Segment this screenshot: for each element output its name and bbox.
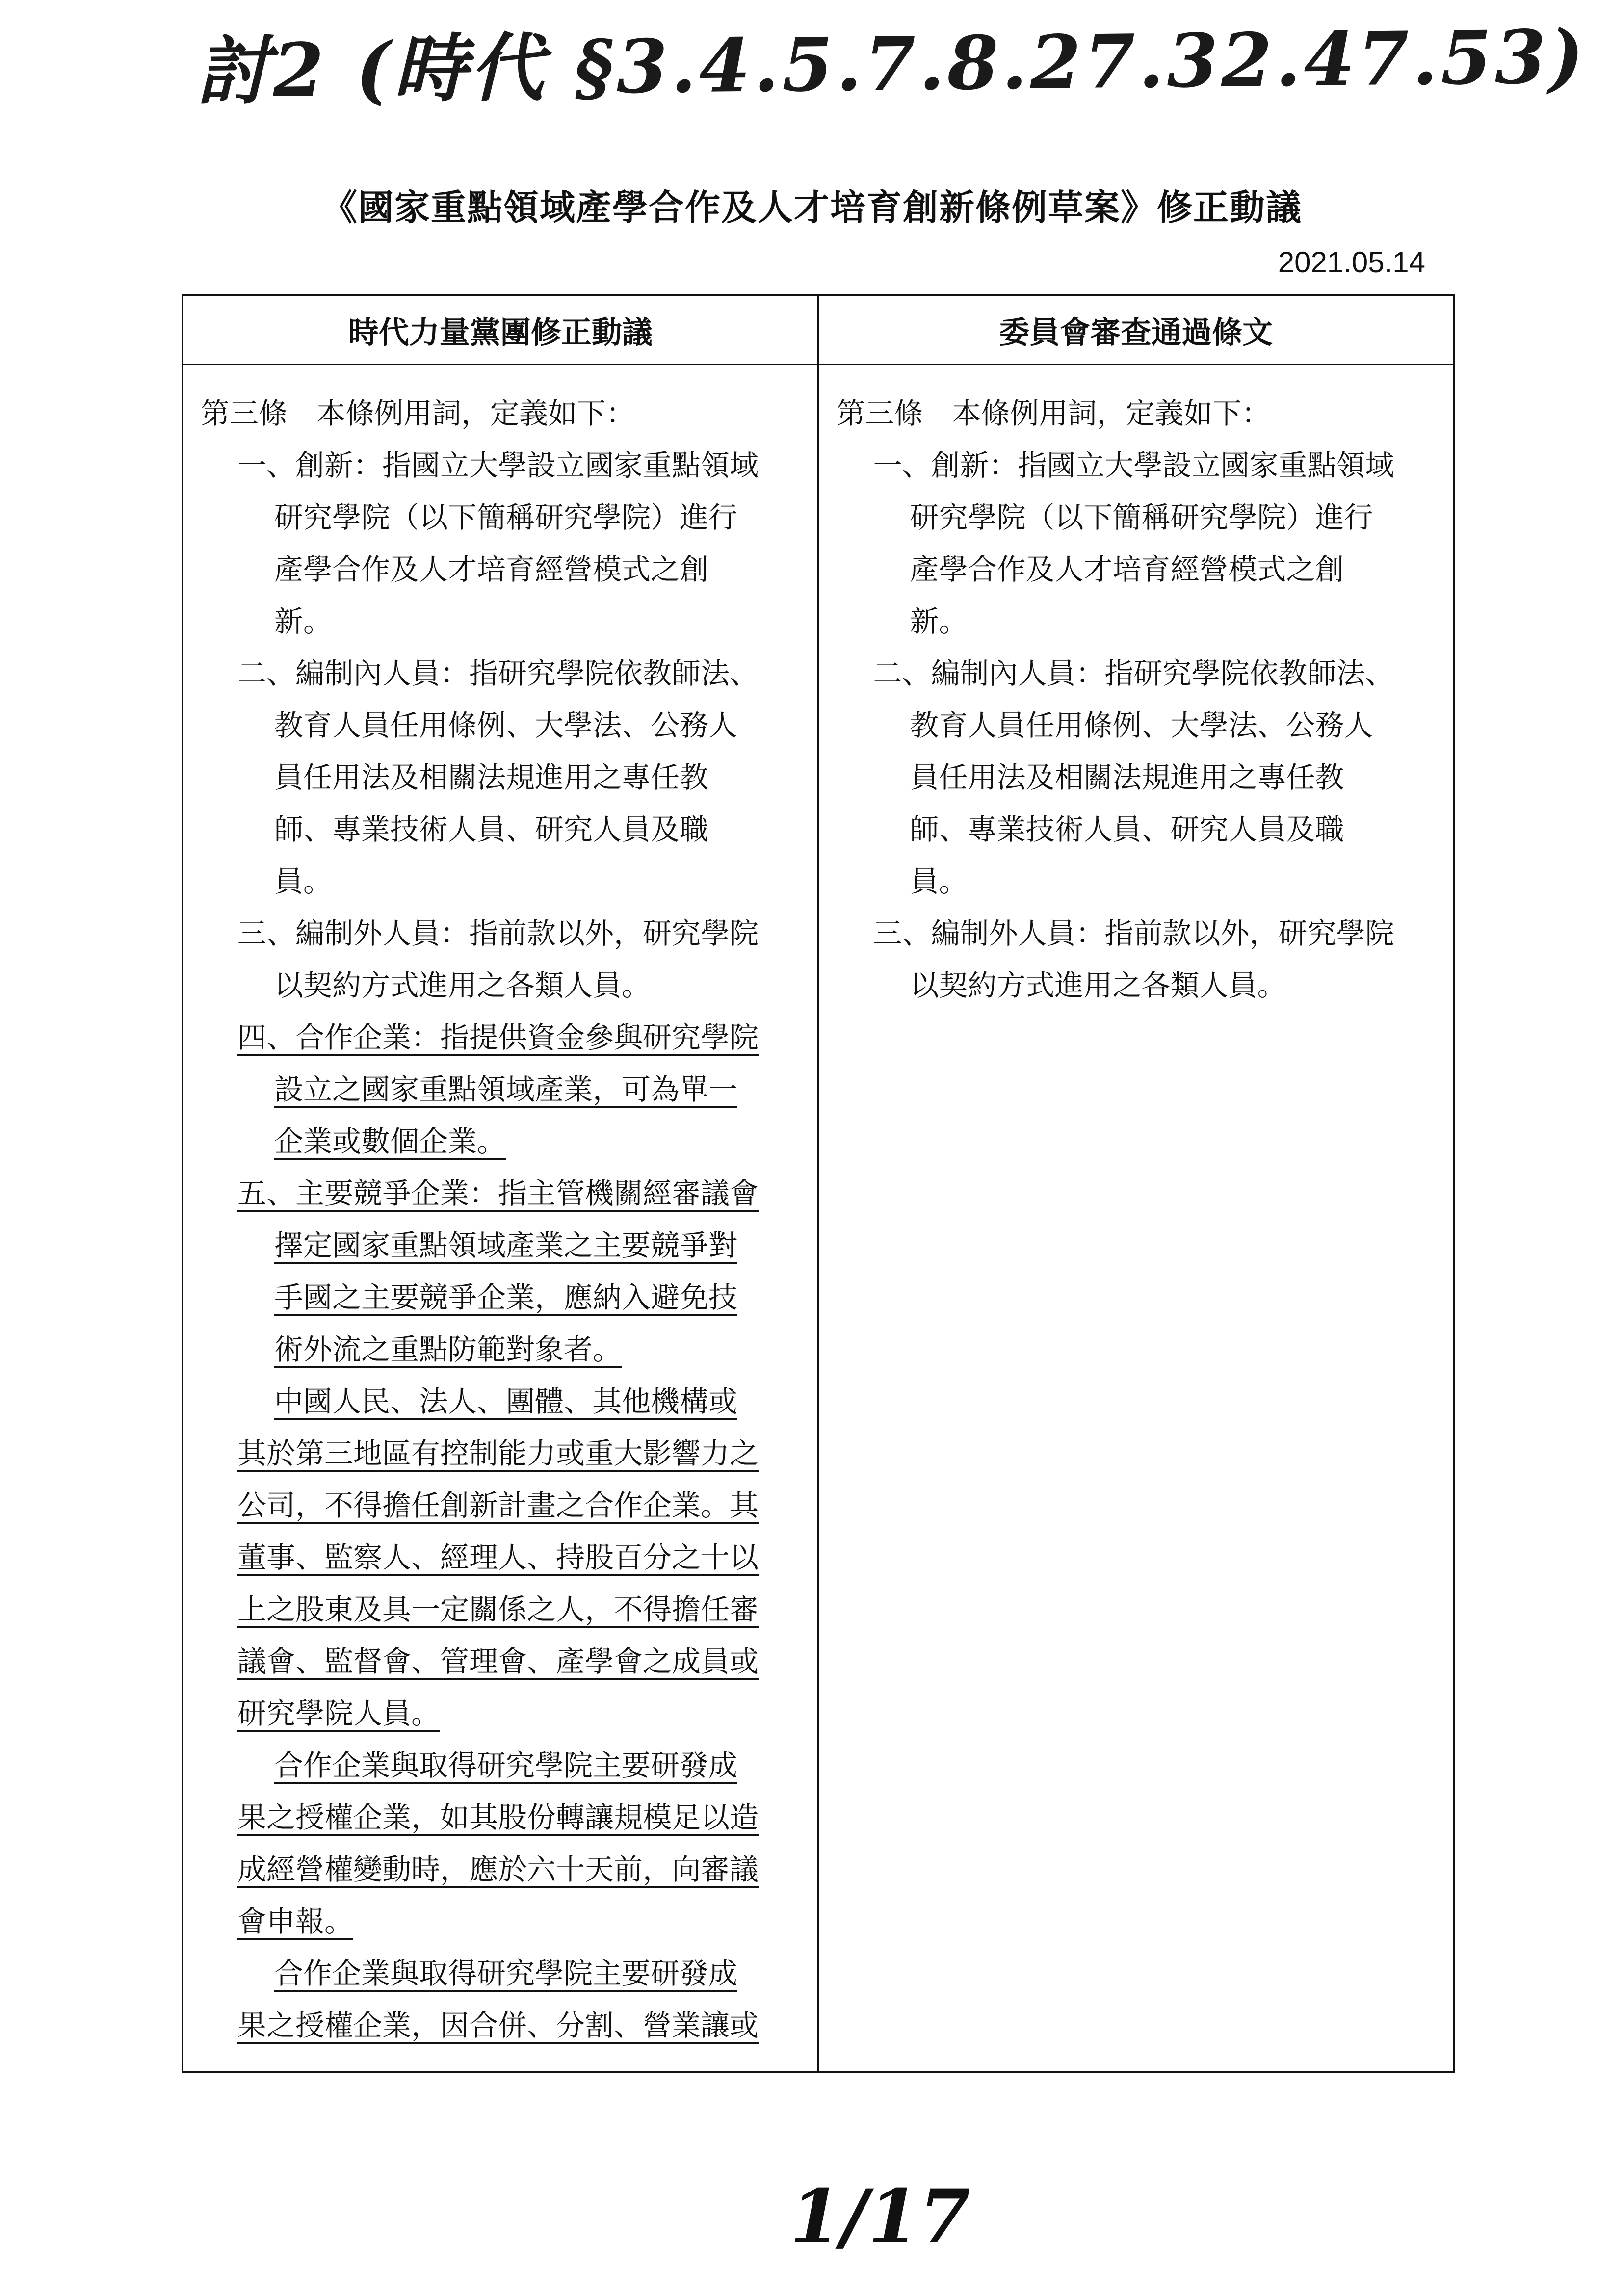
amendment-line	[201, 1012, 817, 1064]
amendment-line-text: 會申報。	[237, 1905, 354, 1938]
amendment-line	[201, 544, 817, 596]
amendment-line-text: 上之股東及具一定關係之人，不得擔任審	[237, 1592, 759, 1626]
approved-line	[837, 440, 1453, 492]
approved-line	[837, 596, 1453, 648]
amendment-line	[201, 440, 817, 492]
amendment-line	[201, 752, 817, 804]
amendment-line	[201, 1428, 817, 1480]
amendment-line-text: 一、創新：指國立大學設立國家重點領域	[237, 448, 759, 482]
amendment-line	[201, 1116, 817, 1168]
approved-line-text: 新。	[910, 604, 968, 638]
amendment-text-cell	[183, 365, 818, 2072]
amendment-line-text: 新。	[274, 604, 333, 638]
amendment-line	[201, 960, 817, 1012]
amendment-line	[201, 1064, 817, 1116]
amendment-line-text: 果之授權企業，因合併、分割、營業讓或	[237, 2009, 759, 2042]
approved-line	[837, 492, 1453, 544]
approved-line-text: 一、創新：指國立大學設立國家重點領域	[873, 448, 1394, 482]
approved-line	[837, 700, 1453, 752]
approved-line	[837, 752, 1453, 804]
amendment-line-text: 中國人民、法人、團體、其他機構或	[274, 1384, 738, 1418]
amendment-line	[201, 648, 817, 700]
amendment-line-text: 成經營權變動時，應於六十天前，向審議	[237, 1852, 759, 1886]
amendment-line-text: 術外流之重點防範對象者。	[274, 1332, 622, 1366]
approved-line-text: 以契約方式進用之各類人員。	[910, 968, 1286, 1002]
amendment-line-text: 擇定國家重點領域產業之主要競爭對	[274, 1228, 738, 1262]
approved-line	[837, 908, 1453, 960]
amendment-line	[201, 1220, 817, 1272]
amendment-line	[201, 1584, 817, 1636]
amendment-line	[201, 1792, 817, 1844]
amendment-line-text: 師、專業技術人員、研究人員及職	[274, 812, 709, 846]
approved-line-text: 三、編制外人員：指前款以外，研究學院	[873, 916, 1394, 950]
approved-line	[837, 388, 1453, 440]
amendment-line	[201, 1844, 817, 1896]
document-title: 《國家重點領域產學合作及人才培育創新條例草案》修正動議	[321, 187, 1302, 228]
approved-line-text: 產學合作及人才培育經營模式之創	[910, 552, 1344, 586]
amendment-line	[201, 1688, 817, 1740]
approved-line-text: 員。	[910, 864, 968, 898]
amendment-line-text: 公司，不得擔任創新計畫之合作企業。其	[237, 1488, 759, 1522]
amendment-line-text: 研究學院（以下簡稱研究學院）進行	[274, 500, 738, 534]
approved-text-cell	[818, 365, 1454, 2072]
amendment-line-text: 五、主要競爭企業：指主管機關經審議會	[237, 1176, 759, 1210]
amendment-line-text: 員。	[274, 864, 333, 898]
amendment-line-text: 果之授權企業，如其股份轉讓規模足以造	[237, 1800, 759, 1834]
approved-line-text: 教育人員任用條例、大學法、公務人	[910, 708, 1373, 742]
amendment-line-text: 合作企業與取得研究學院主要研發成	[274, 1957, 738, 1990]
comparison-table	[182, 294, 1455, 2073]
amendment-line	[201, 1480, 817, 1532]
amendment-line	[201, 388, 817, 440]
amendment-line-text: 手國之主要競爭企業，應納入避免技	[274, 1280, 738, 1314]
amendment-line-text: 教育人員任用條例、大學法、公務人	[274, 708, 738, 742]
left-column-header: 時代力量黨團修正動議	[183, 295, 818, 365]
amendment-line-text: 員任用法及相關法規進用之專任教	[274, 760, 709, 794]
handwritten-note: 討2 (時代 §3.4.5.7.8.27.32.47.53)	[196, 13, 1587, 115]
amendment-line	[201, 1532, 817, 1584]
amendment-line	[201, 1740, 817, 1792]
approved-line-text: 研究學院（以下簡稱研究學院）進行	[910, 500, 1373, 534]
amendment-line	[201, 1272, 817, 1324]
approved-line	[837, 856, 1453, 908]
amendment-line-text: 董事、監察人、經理人、持股百分之十以	[237, 1540, 759, 1574]
amendment-line	[201, 856, 817, 908]
amendment-line	[201, 1896, 817, 1948]
amendment-line	[201, 700, 817, 752]
amendment-line-text: 研究學院人員。	[237, 1696, 441, 1730]
amendment-line	[201, 1324, 817, 1376]
amendment-line	[201, 596, 817, 648]
amendment-line-text: 企業或數個企業。	[274, 1124, 506, 1158]
amendment-line	[201, 492, 817, 544]
amendment-line	[201, 1636, 817, 1688]
amendment-line	[201, 1948, 817, 2000]
document-date: 2021.05.14	[1278, 246, 1425, 279]
amendment-line-text: 設立之國家重點領域產業，可為單一	[274, 1072, 738, 1106]
amendment-line-text: 第三條 本條例用詞，定義如下：	[201, 396, 635, 430]
amendment-line	[201, 1376, 817, 1428]
amendment-line-text: 三、編制外人員：指前款以外，研究學院	[237, 916, 759, 950]
amendment-line	[201, 2000, 817, 2052]
table-body-row	[183, 365, 1454, 2072]
approved-line-text: 二、編制內人員：指研究學院依教師法、	[873, 656, 1394, 690]
approved-line-text: 第三條 本條例用詞，定義如下：	[836, 396, 1271, 430]
page-number: 1/17	[790, 2173, 970, 2260]
amendment-line	[201, 908, 817, 960]
amendment-line-text: 產學合作及人才培育經營模式之創	[274, 552, 709, 586]
approved-line-text: 員任用法及相關法規進用之專任教	[910, 760, 1344, 794]
amendment-line-text: 二、編制內人員：指研究學院依教師法、	[237, 656, 759, 690]
approved-line-text: 師、專業技術人員、研究人員及職	[910, 812, 1344, 846]
amendment-line-text: 合作企業與取得研究學院主要研發成	[274, 1748, 738, 1782]
approved-line	[837, 804, 1453, 856]
amendment-line-text: 其於第三地區有控制能力或重大影響力之	[237, 1436, 759, 1470]
amendment-line-text: 議會、監督會、管理會、產學會之成員或	[237, 1644, 759, 1678]
amendment-line	[201, 804, 817, 856]
approved-line	[837, 648, 1453, 700]
table-header-row	[183, 295, 1454, 365]
amendment-line-text: 以契約方式進用之各類人員。	[274, 968, 651, 1002]
approved-line	[837, 544, 1453, 596]
amendment-line	[201, 1168, 817, 1220]
approved-line	[837, 960, 1453, 1012]
right-column-header: 委員會審查通過條文	[818, 295, 1454, 365]
amendment-line-text: 四、合作企業：指提供資金參與研究學院	[237, 1020, 759, 1054]
